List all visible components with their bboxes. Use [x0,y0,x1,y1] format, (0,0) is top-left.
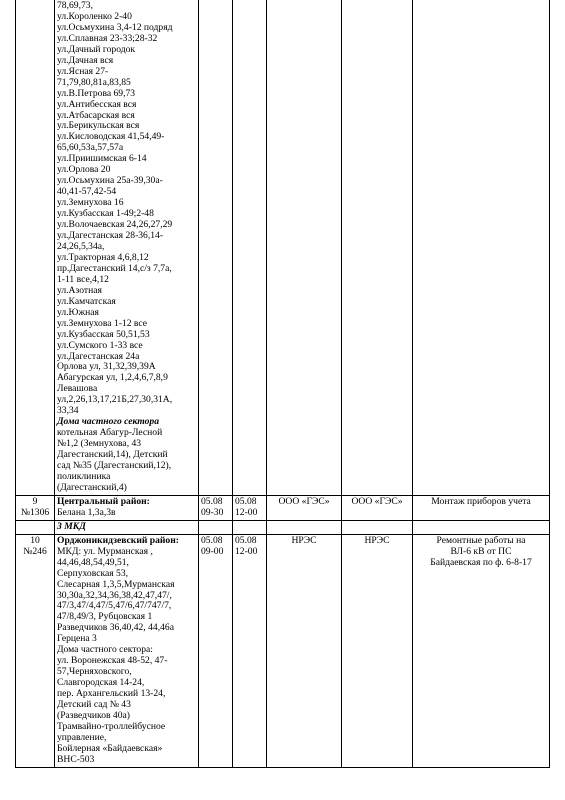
start-time-cell [199,495,233,520]
address-line: Дома частного сектора: [57,644,153,656]
address-line: Орлова ул, 31,32,39,39А [57,361,156,373]
address-line: ул,2,26,13,17,21Б,27,30,31А, [57,394,173,406]
address-line: управление, [57,731,107,743]
address-cell [55,534,199,767]
address-line: 78,69,73, [57,0,93,11]
outage-table [15,0,550,768]
responsible-cell [342,0,413,495]
reason-cell [413,0,550,495]
address-line: ул.Берикульская вся [57,120,140,132]
address-line: ул.Камчатская [57,295,116,307]
address-line: (Дагестанский,4) [57,481,127,493]
reason-line: Байдаевская по ф. 6-8-17 [430,556,532,568]
reason-cell [413,495,550,520]
address-line: ул.Антибесская вся [57,98,137,110]
start-time-line: 09-30 [201,506,224,518]
address-line: Дагестанский,14), Детский [57,449,168,461]
address-line: 71,79,80,81а,83,85 [57,76,131,88]
address-line: ул.Земнухова 1-12 все [57,317,148,329]
address-line: ул.Ясная 27- [57,65,109,77]
address-line: ул.Кузбасская 50,51,53 [57,328,150,340]
organization-line: НРЭС [291,534,317,546]
row-number-cell [16,495,55,520]
address-line: Орджоникидзевский район: [57,534,179,546]
address-line: ул.Южная [57,306,99,318]
end-time-line: 12-00 [235,545,258,557]
address-line: Центральный район: [57,495,150,507]
address-line: ул.Волочаевская 24,26,27,29 [57,219,173,231]
end-time-cell [233,534,267,767]
table-row [16,534,550,767]
address-line: ул.Дагестанская 24а [57,350,140,362]
address-line: 30,30а,32,34,36,38,42,47,47/, [57,589,172,601]
row-number-line: №246 [23,545,47,557]
organization-cell [267,534,342,767]
address-line: (Разведчиков 40а) [57,710,130,721]
table-body [16,0,550,767]
address-line: ул.Кузбасская 1-49;2-48 [57,208,154,220]
address-line: котельная Абагур-Лесной [57,427,163,439]
address-line: ул.Осьмухина 25а-39,30а- [57,175,163,187]
table-row [16,0,550,495]
start-time-line: 05.08 [201,534,223,546]
end-time-cell [233,520,267,534]
end-time-line: 05.08 [235,534,257,546]
address-line: ул.Дачный городок [57,43,136,55]
table-row [16,495,550,520]
address-line: Серпуховская 53, [57,567,129,579]
address-line: 40,41-57,42-54 [57,186,117,198]
address-line: поликлиника [57,470,111,482]
address-line: Дома частного сектора [57,416,160,428]
start-time-line: 05.08 [201,495,223,507]
responsible-cell [342,534,413,767]
end-time-line: 12-00 [235,506,258,518]
address-line: Абагурская ул, 1,2,4,6,7,8,9 [57,372,168,384]
address-line: ул.Атбасарская вся [57,109,135,121]
reason-line: ВЛ-6 кВ от ПС [450,545,512,557]
address-line: ул.Осьмухина 3,4-12 подряд [57,21,173,33]
address-line: Славгородская 14-24, [57,677,145,689]
row-number-cell [16,534,55,767]
address-line: 65,60,53а,57,57а [57,142,124,154]
address-line: 57,Черняховского, [57,666,132,678]
organization-cell [267,0,342,495]
address-cell [55,495,199,520]
row-number-line: 9 [32,495,38,507]
address-line: ул.Тракторная 4,6,8,12 [57,251,149,263]
address-line: Бойлерная «Байдаевская» [57,742,163,754]
address-line: 33,34 [57,405,79,417]
address-line: Белана 1,3а,3в [57,506,116,518]
row-number-cell [16,520,55,534]
row-number-line: №1306 [20,506,50,518]
address-line: ул.Приишимская 6-14 [57,153,147,165]
address-line: ул.Азотная [57,284,102,296]
address-line: Левашова [57,383,98,395]
address-line: ул.Сумского 1-33 все [57,339,143,351]
address-line: ул.Сплавная 23-33;28-32 [57,32,158,44]
organization-line: ООО «ГЭС» [278,495,330,507]
address-line: 3 МКД [57,520,86,532]
start-time-cell [199,520,233,534]
end-time-line: 05.08 [235,495,257,507]
address-line: ул.Дагестанская 28-36,14- [57,230,164,242]
address-cell [55,520,199,534]
address-line: ул.Дачная вся [57,54,114,66]
reason-line: Монтаж приборов учета [431,495,531,507]
address-line: Трамвайно-троллейбусное [57,720,166,732]
reason-cell [413,534,550,767]
start-time-cell [199,0,233,495]
responsible-line: ООО «ГЭС» [351,495,403,507]
end-time-cell [233,0,267,495]
address-line: ул.Орлова 20 [57,164,111,176]
address-line: №1,2 (Земнухова, 43 [57,438,142,450]
address-line: ВНС-503 [57,753,95,765]
organization-cell [267,495,342,520]
responsible-line: НРЭС [364,534,390,546]
address-cell [55,0,199,495]
organization-cell [267,520,342,534]
start-time-cell [199,534,233,767]
address-line: пер. Архангельский 13-24, [57,688,166,700]
address-line: ул.Кисловодская 41,54,49- [57,131,165,143]
reason-line: Ремонтные работы на [436,534,526,546]
address-line: Слесарная 1,3,5,Мурманская [57,578,175,590]
table-row [16,520,550,534]
address-line: ул. Воронежская 48-52, 47- [57,655,168,667]
address-line: 44,46,48,54,49,51, [57,556,129,568]
responsible-cell [342,520,413,534]
address-line: 24,26,5,34а, [57,240,105,252]
row-number-line: 10 [30,534,40,546]
end-time-cell [233,495,267,520]
address-line: 47/8,49/3, Рубцовская 1 [57,611,153,623]
address-line: Разведчиков 36,40,42, 44,46а [57,622,174,634]
address-line: МКД: ул. Мурманская , [57,545,153,557]
address-line: ул.Земнухова 16 [57,197,124,209]
address-line: Герцена 3 [57,633,97,645]
address-line: ул.В.Петрова 69,73 [57,87,136,99]
address-line: Детский сад № 43 [57,699,131,711]
reason-cell [413,520,550,534]
address-line: 1-11 все,4,12 [57,273,109,285]
responsible-cell [342,495,413,520]
row-number-cell [16,0,55,495]
address-line: сад №35 (Дагестанский,12), [57,460,172,472]
address-line: пр.Дагестанский 14,с/з 7,7а, [57,262,172,274]
start-time-line: 09-00 [201,545,224,557]
address-line: 47/3,47/4,47/5,47/6,47/747/7, [57,600,172,612]
address-line: ул.Короленко 2-40 [57,10,132,22]
